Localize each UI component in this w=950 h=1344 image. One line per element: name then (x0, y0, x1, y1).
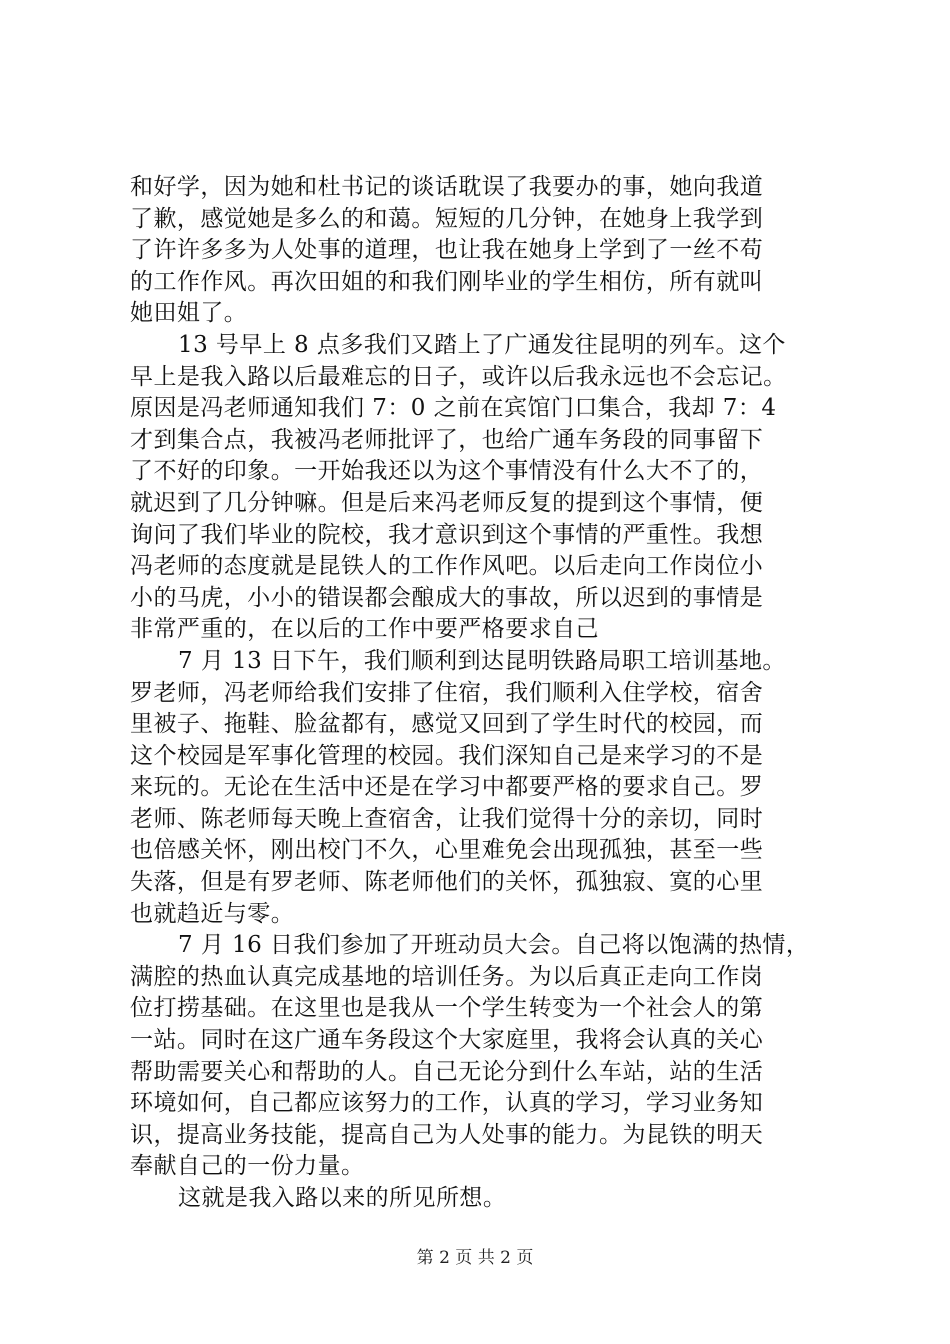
text-line: 里被子、拖鞋、脸盆都有，感觉又回到了学生时代的校园，而 (130, 711, 764, 738)
text-line: 了歉，感觉她是多么的和蔼。短短的几分钟，在她身上我学到 (130, 205, 764, 232)
text-line: 冯老师的态度就是昆铁人的工作作风吧。以后走向工作岗位小 (130, 553, 764, 580)
text-line: 也就趋近与零。 (130, 900, 295, 927)
text-line: 失落，但是有罗老师、陈老师他们的关怀，孤独寂、寞的心里 (130, 869, 764, 896)
text-line: 和好学，因为她和杜书记的谈话耽误了我要办的事，她向我道 (130, 174, 764, 200)
text-line: 来玩的。无论在生活中还是在学习中都要严格的要求自己。罗 (130, 774, 764, 801)
text-line: 帮助需要关心和帮助的人。自己无论分到什么车站，站的生活 (130, 1058, 764, 1085)
text-line: 就迟到了几分钟嘛。但是后来冯老师反复的提到这个事情，便 (130, 489, 764, 516)
text-line: 这个校园是军事化管理的校园。我们深知自己是来学习的不是 (130, 742, 764, 769)
text-line: 7 月 16 日我们参加了开班动员大会。自己将以饱满的热情， (178, 932, 810, 959)
text-line: 询问了我们毕业的院校，我才意识到这个事情的严重性。我想 (130, 521, 764, 548)
text-line: 满腔的热血认真完成基地的培训任务。为以后真正走向工作岗 (130, 963, 764, 990)
text-line: 也倍感关怀，刚出校门不久，心里难免会出现孤独，甚至一些 (130, 837, 764, 864)
page-footer: 第 2 页 共 2 页 (416, 1248, 534, 1268)
text-line: 非常严重的，在以后的工作中要严格要求自己 (130, 616, 599, 643)
text-line: 了许许多多为人处事的道理，也让我在她身上学到了一丝不苟 (130, 237, 764, 264)
text-line: 环境如何，自己都应该努力的工作，认真的学习，学习业务知 (130, 1090, 764, 1117)
text-line: 罗老师，冯老师给我们安排了住宿，我们顺利入住学校，宿舍 (130, 679, 764, 706)
text-line: 这就是我入路以来的所见所想。 (178, 1185, 507, 1211)
text-line: 她田姐了。 (130, 300, 248, 327)
text-line: 位打捞基础。在这里也是我从一个学生转变为一个社会人的第 (130, 995, 764, 1022)
text-line: 小的马虎，小小的错误都会酿成大的事故，所以迟到的事情是 (130, 584, 764, 611)
text-line: 一站。同时在这广通车务段这个大家庭里，我将会认真的关心 (130, 1027, 764, 1054)
text-line: 13 号早上 8 点多我们又踏上了广通发往昆明的列车。这个 (178, 331, 786, 358)
text-line: 早上是我入路以后最难忘的日子，或许以后我永远也不会忘记。 (130, 363, 787, 390)
text-line: 原因是冯老师通知我们 7：0 之前在宾馆门口集合，我却 7：4 (130, 395, 777, 422)
document-body (130, 172, 850, 1215)
text-line: 老师、陈老师每天晚上查宿舍，让我们觉得十分的亲切，同时 (130, 805, 764, 832)
text-line: 才到集合点，我被冯老师批评了，也给广通车务段的同事留下 (130, 426, 764, 453)
text-line: 7 月 13 日下午，我们顺利到达昆明铁路局职工培训基地。 (178, 647, 786, 674)
text-line: 的工作作风。再次田姐的和我们刚毕业的学生相仿，所有就叫 (130, 268, 764, 295)
text-line: 了不好的印象。一开始我还以为这个事情没有什么大不了的， (130, 458, 764, 485)
text-line: 奉献自己的一份力量。 (130, 1153, 365, 1180)
text-line: 识，提高业务技能，提高自己为人处事的能力。为昆铁的明天 (130, 1121, 764, 1148)
